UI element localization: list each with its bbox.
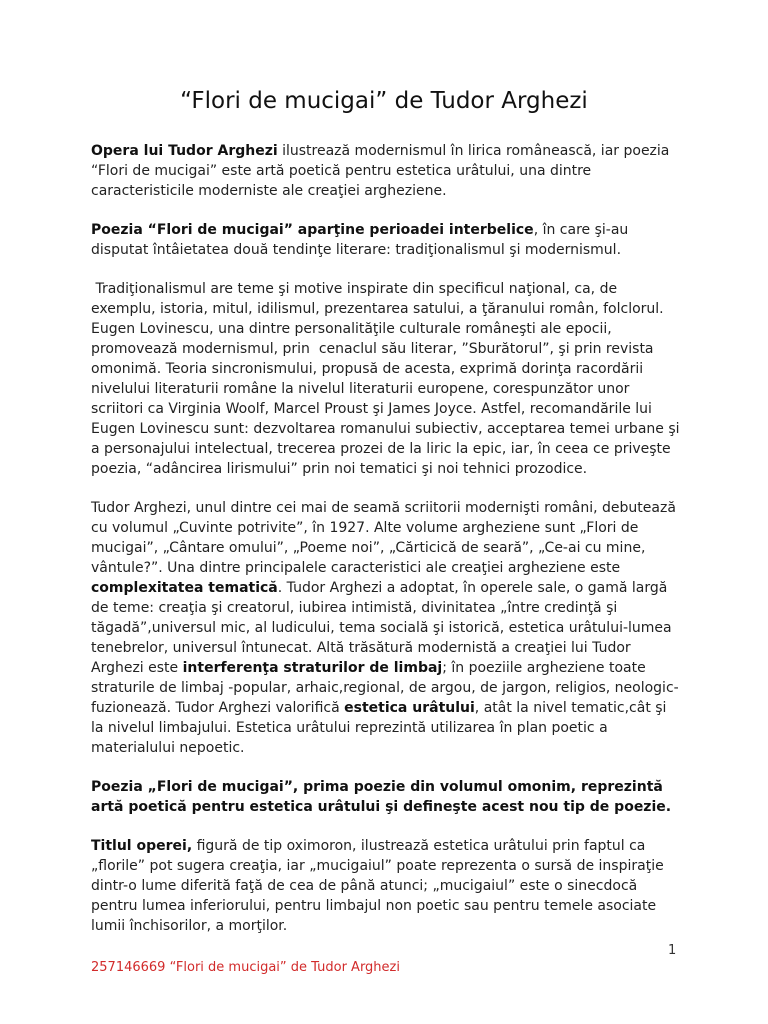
paragraph-period-lead: Poezia “Flori de mucigai” aparţine perioadei interbelice <box>91 222 534 238</box>
paragraph-intro-text: ilustrează modernismul în lirica românească, iar poezia “Flori de mucigai” este artă poetică pentru estetica urâtului, una dintre caracteristicile moderniste ale creaţiei argheziene. <box>91 143 670 199</box>
paragraph-arghezi-text-3: ; în poeziile argheziene toate straturile de limbaj -popular, arhaic,regional, de argou, de jargon, religios, neologic- fuzionează. Tudor Arghezi valorifică <box>91 660 679 716</box>
paragraph-traditionalism <box>91 279 683 479</box>
paragraph-arghezi <box>91 498 683 758</box>
paragraph-intro-lead: Opera lui Tudor Arghezi <box>91 143 278 159</box>
page-number: 1 <box>668 943 677 958</box>
paragraph-arghezi-text-4: , atât la nivel tematic,cât şi la nivelul limbajului. Estetica urâtului reprezintă utilizarea în plan poetic a materialului nepoetic. <box>91 700 667 756</box>
page-footer: 257146669 “Flori de mucigai” de Tudor Arghezi <box>91 960 400 975</box>
paragraph-title-analysis-text: figură de tip oximoron, ilustrează estetica urâtului prin faptul ca „florile” pot sugera creaţia, iar „mucigaiul” poate reprezenta o sursă de inspiraţie dintr-o lume diferită faţă de cea de până atunci; „mucigaiul” este o sinecdocă pentru lumea inferiorului, pentru limbajul non poetic sau pentru temele asociate lumii închisorilor, a morţilor. <box>91 838 664 934</box>
paragraph-arghezi-bold-1: complexitatea tematică <box>91 580 278 596</box>
document-body <box>91 141 683 955</box>
paragraph-arghezi-bold-2: interferenţa straturilor de limbaj <box>182 660 443 676</box>
paragraph-title-analysis <box>91 836 683 936</box>
paragraph-period-text: , în care şi-au disputat întâietatea două tendinţe literare: tradiţionalismul şi modernismul. <box>91 222 629 258</box>
paragraph-title-analysis-lead: Titlul operei, <box>91 838 193 854</box>
paragraph-arghezi-bold-3: estetica urâtului <box>344 700 475 716</box>
document-title: “Flori de mucigai” de Tudor Arghezi <box>180 88 588 114</box>
paragraph-arghezi-text-2: . Tudor Arghezi a adoptat, în operele sale, o gamă largă de teme: creaţia şi creatorul, iubirea intimistă, divinitatea „între credinţă şi tăgadă”,universul mic, al ludicului, tema socială şi istorică, estetica urâtului-lumea tenebrelor, universul întunecat. Altă trăsătură modernistă a creaţiei lui Tudor Arghezi este <box>91 580 672 676</box>
paragraph-arghezi-text-1: Tudor Arghezi, unul dintre cei mai de seamă scriitorii modernişti români, debutează cu volumul „Cuvinte potrivite”, în 1927. Alte volume argheziene sunt „Flori de mucigai”, „Cântare omului”, „Poeme noi”, „Cărticică de seară”, „Ce-ai cu mine, vântule?”. Una dintre principalele caracteristici ale creaţiei argheziene este <box>91 500 676 576</box>
paragraph-ars-poetica <box>91 777 683 817</box>
paragraph-intro <box>91 141 683 201</box>
paragraph-ars-poetica-bold: Poezia „Flori de mucigai”, prima poezie din volumul omonim, reprezintă artă poetică pentru estetica urâtului şi defineşte acest nou tip de poezie. <box>91 779 672 815</box>
paragraph-traditionalism-text: Tradiţionalismul are teme şi motive inspirate din specificul naţional, ca, de exemplu, istoria, mitul, idilismul, prezentarea satului, a ţăranului român, folclorul. Eugen Lovinescu, una dintre personalităţile culturale româneşti ale epocii, promovează modernismul, prin cenaclul său literar, ”Sburătorul”, şi prin revista omonimă. Teoria sincronismului, propusă de acesta, exprimă dorinţa racordării nivelului literaturii române la nivelul literaturii europene, corespunzător unor scriitori ca Virginia Woolf, Marcel Proust şi James Joyce. Astfel, recomandările lui Eugen Lovinescu sunt: dezvoltarea romanului subiectiv, acceptarea temei urbane şi a personajului intelectual, trecerea prozei de la liric la epic, iar, în ceea ce priveşte poezia, “adâncirea lirismului” prin noi tematici şi noi tehnici prozodice. <box>91 281 684 477</box>
paragraph-period <box>91 220 683 260</box>
